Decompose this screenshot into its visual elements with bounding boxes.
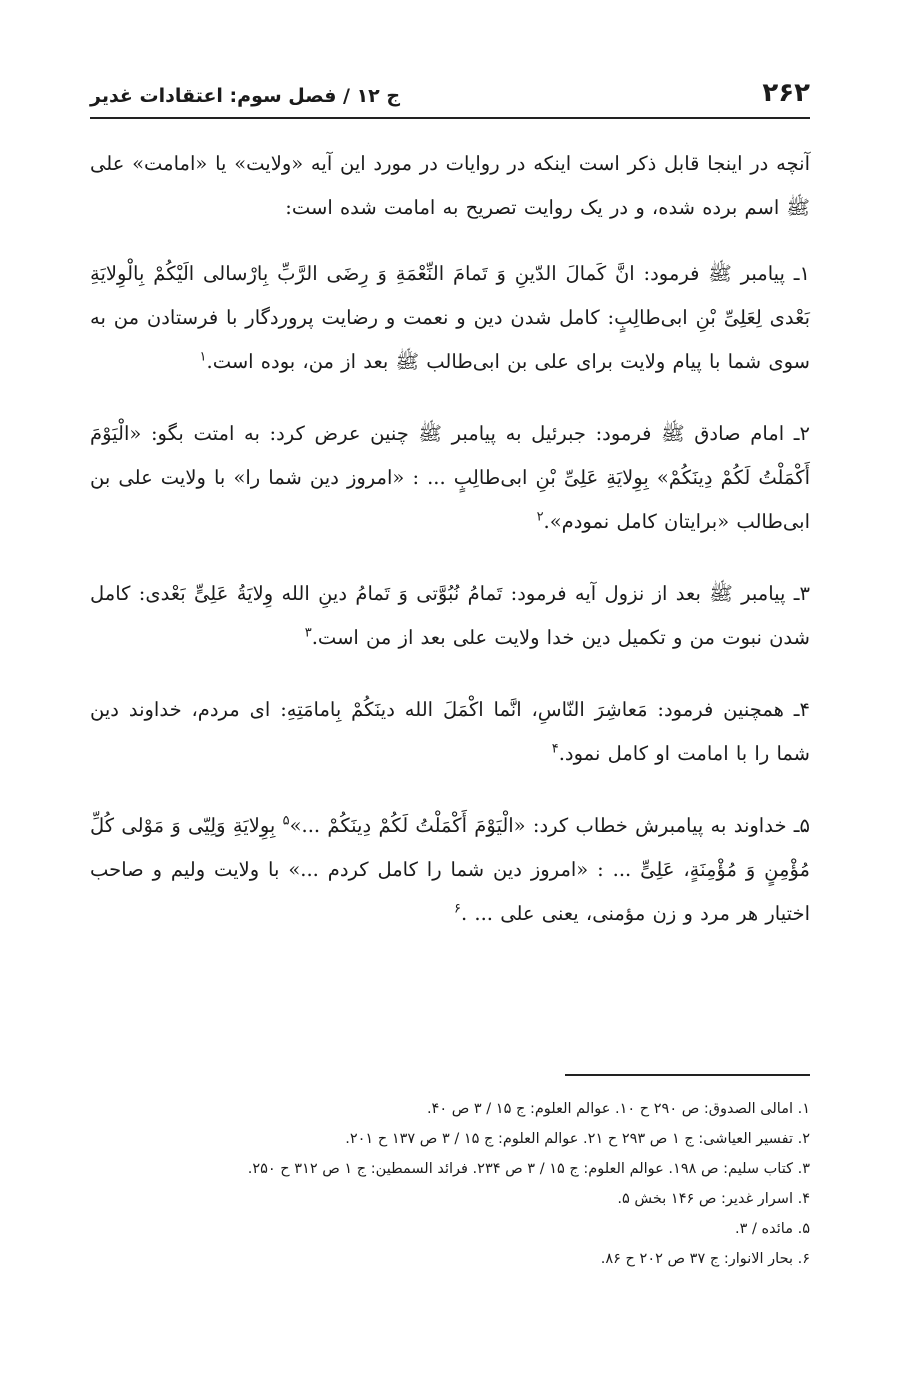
paragraph-text: ۵ـ خداوند به پیامبرش خطاب کرد: «الْیَوْمَ أَکْمَلْتُ لَکُمْ دِینَکُمْ ...»	[289, 814, 810, 837]
paragraph-text: بِوِلایَةِ وَلِیّی وَ مَوْلی کُلِّ مُؤْمِنٍ وَ مُؤْمِنَةٍ، عَلِیٍّ ... : «امروز دین شما را کامل کردم ...» با ولایت ولیم و صاحب اختیار هر مرد و زن مؤمنی، یعنی علی ... .	[90, 814, 810, 925]
paragraph-text: ۱ـ پیامبر ﷺ فرمود: انَّ کَمالَ الدّینِ وَ تَمامَ النِّعْمَةِ وَ رِضَی الرَّبِّ بِارْسالی الَیْکُمْ بِالْوِلایَةِ بَعْدی لِعَلِیِّ بْنِ ابی‌طالِبٍ: کامل شدن دین و نعمت و رضایت پروردگار با فرستادن من به سوی شما با پیام ولایت برای علی بن ابی‌طالب ﷺ بعد از من، بوده است.	[90, 262, 810, 373]
narration-1	[90, 252, 810, 384]
paragraph-text: ۲ـ امام صادق ﷺ فرمود: جبرئیل به پیامبر ﷺ چنین عرض کرد: به امتت بگو: «الْیَوْمَ أَکْمَلْتُ لَکُمْ دِینَکُمْ» بِوِلایَةِ عَلِیِّ بْنِ ابی‌طالِبٍ ... : «امروز دین شما را» با ولایت علی بن ابی‌طالب «برایتان کامل نمودم».	[90, 422, 810, 533]
narration-2	[90, 412, 810, 544]
main-text	[90, 142, 810, 964]
footnote-item: ۱. امالی الصدوق: ص ۲۹۰ ح ۱۰. عوالم العلوم: ج ۱۵ / ۳ ص ۴۰.	[426, 1101, 810, 1117]
page-number: ۲۶۲	[762, 78, 810, 108]
footnotes	[90, 1094, 810, 1274]
intro-paragraph	[90, 142, 810, 230]
footnote-item: ۵. مائده / ۳.	[735, 1221, 810, 1237]
footnote-ref: ۳	[304, 625, 312, 641]
narration-4	[90, 688, 810, 776]
page-header	[90, 66, 810, 112]
footnote-ref: ۴	[551, 741, 559, 757]
footnote-item: ۳. کتاب سلیم: ص ۱۹۸. عوالم العلوم: ج ۱۵ / ۳ ص ۲۳۴. فرائد السمطین: ج ۱ ص ۳۱۲ ح ۲۵۰.	[247, 1161, 810, 1177]
footnote-ref: ۵	[282, 813, 290, 829]
paragraph-text: ۴ـ همچنین فرمود: مَعاشِرَ النّاسِ، انَّما اکْمَلَ الله دینَکُمْ بِامامَتِهِ: ای مردم، خداوند دین شما را با امامت او کامل نمود.	[90, 698, 810, 765]
paragraph-text: آنچه در اینجا قابل ذکر است اینکه در روایات در مورد این آیه «ولایت» یا «امامت» علی ﷺ اسم برده شده، و در یک روایت تصریح به امامت شده است:	[90, 152, 810, 219]
footnote-item: ۲. تفسیر العیاشی: ج ۱ ص ۲۹۳ ح ۲۱. عوالم العلوم: ج ۱۵ / ۳ ص ۱۳۷ ح ۲۰۱.	[345, 1131, 810, 1147]
paragraph-text: ۳ـ پیامبر ﷺ بعد از نزول آیه فرمود: تَمامُ نُبُوَّتی وَ تَمامُ دینِ الله وِلایَةُ عَلِیٍّ بَعْدی: کامل شدن نبوت من و تکمیل دین خدا ولایت علی بعد از من است.	[90, 582, 810, 649]
footnote-ref: ۱	[199, 349, 207, 365]
narration-5	[90, 804, 810, 936]
footnote-ref: ۶	[454, 901, 462, 917]
footnote-item: ۶. بحار الانوار: ج ۳۷ ص ۲۰۲ ح ۸۶.	[600, 1251, 810, 1267]
footnote-separator	[565, 1074, 810, 1076]
narration-3	[90, 572, 810, 660]
footnote-item: ۴. اسرار غدیر: ص ۱۴۶ بخش ۵.	[617, 1191, 810, 1207]
footnote-ref: ۲	[536, 509, 544, 525]
running-title: ج ۱۲ / فصل سوم: اعتقادات غدیر	[90, 85, 401, 107]
header-rule	[90, 117, 810, 119]
